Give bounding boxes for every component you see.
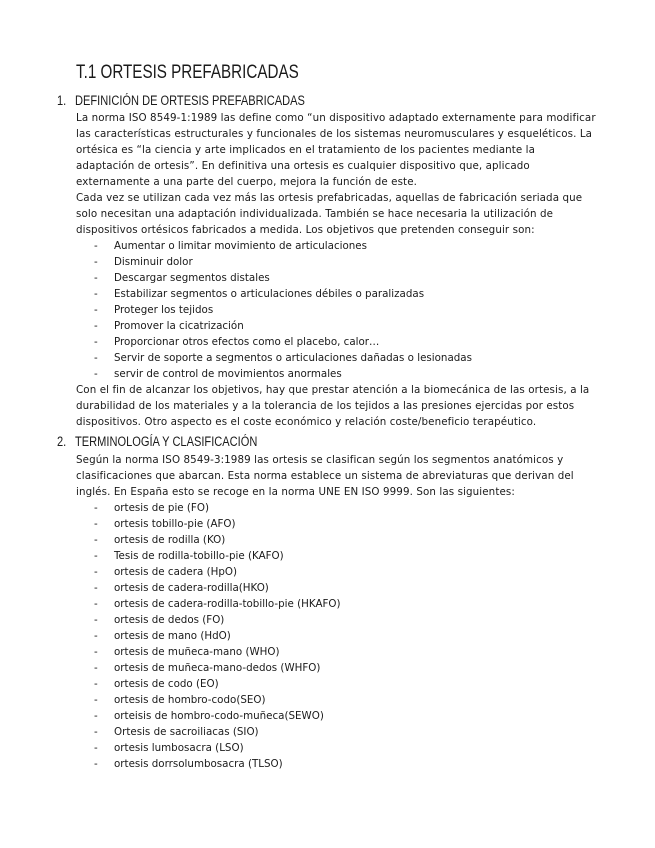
page-title: T.1 ORTESIS PREFABRICADAS (76, 62, 299, 83)
text-line: Con el fin de alcanzar los objetivos, hay que prestar atención a la biomecánica de las ortesis, a la (76, 384, 590, 396)
text-line: Cada vez se utilizan cada vez más las ortesis prefabricadas, aquellas de fabricación seriada que (76, 192, 583, 204)
list-item-text: Estabilizar segmentos o articulaciones débiles o paralizadas (114, 288, 425, 300)
list-item (94, 302, 213, 318)
list-item-text: ortesis de dedos (FO) (114, 614, 225, 626)
section-title: TERMINOLOGÍA Y CLASIFICACIÓN (75, 434, 258, 449)
list-item (94, 238, 367, 254)
list-item (94, 516, 236, 532)
text-line: Según la norma ISO 8549-3:1989 las ortesis se clasifican según los segmentos anatómicos y (76, 454, 564, 466)
text-line: La norma ISO 8549-1:1989 las define como “un dispositivo adaptado externamente para modificar (76, 112, 596, 124)
bullet-dash: - (94, 678, 98, 690)
list-item-text: ortesis de pie (FO) (114, 502, 209, 514)
list-item-text: Tesis de rodilla-tobillo-pie (KAFO) (114, 550, 284, 562)
list-item (94, 596, 341, 612)
list-item-text: ortesis de cadera-rodilla(HKO) (114, 582, 269, 594)
section-number: 2. (57, 434, 67, 449)
bullet-dash: - (94, 240, 98, 252)
bullet-dash: - (94, 352, 98, 364)
list-item (94, 254, 193, 270)
bullet-dash: - (94, 646, 98, 658)
list-item (94, 564, 237, 580)
list-item-text: ortesis lumbosacra (LSO) (114, 742, 244, 754)
bullet-dash: - (94, 336, 98, 348)
text-line: clasificaciones que abarcan. Esta norma establece un sistema de abreviaturas que derivan del (76, 470, 574, 482)
bullet-dash: - (94, 694, 98, 706)
bullet-dash: - (94, 304, 98, 316)
list-item-text: ortesis de rodilla (KO) (114, 534, 226, 546)
list-item (94, 500, 209, 516)
list-item-text: Servir de soporte a segmentos o articulaciones dañadas o lesionadas (114, 352, 472, 364)
list-item (94, 676, 219, 692)
bullet-dash: - (94, 726, 98, 738)
bullet-dash: - (94, 582, 98, 594)
list-item-text: ortesis tobillo-pie (AFO) (114, 518, 236, 530)
list-item-text: ortesis de muñeca-mano (WHO) (114, 646, 280, 658)
list-item-text: Promover la cicatrización (114, 320, 244, 332)
list-item-text: ortesis de cadera (HpO) (114, 566, 237, 578)
list-item-text: Proporcionar otros efectos como el placebo, calor… (114, 336, 380, 348)
bullet-dash: - (94, 518, 98, 530)
list-item-text: ortesis de hombro-codo(SEO) (114, 694, 266, 706)
bullet-dash: - (94, 320, 98, 332)
text-line: dispositivos. Otro aspecto es el coste económico y relación coste/beneficio terapéutico. (76, 416, 537, 428)
list-item (94, 612, 224, 628)
bullet-dash: - (94, 710, 98, 722)
list-item (94, 580, 269, 596)
section-title: DEFINICIÓN DE ORTESIS PREFABRICADAS (75, 93, 305, 108)
text-line: solo necesitan una adaptación individualizada. También se hace necesaria la utilización de (76, 208, 554, 220)
bullet-dash: - (94, 614, 98, 626)
list-item (94, 692, 266, 708)
list-item-text: Disminuir dolor (114, 256, 193, 268)
bullet-dash: - (94, 288, 98, 300)
bullet-dash: - (94, 272, 98, 284)
text-line: externamente a una parte del cuerpo, mejora la función de este. (76, 176, 418, 188)
list-item-text: orteisis de hombro-codo-muñeca(SEWO) (114, 710, 324, 722)
bullet-dash: - (94, 758, 98, 770)
section-number: 1. (57, 93, 67, 108)
bullet-dash: - (94, 550, 98, 562)
list-item-text: ortesis de muñeca-mano-dedos (WHFO) (114, 662, 321, 674)
list-item-text: ortesis de mano (HdO) (114, 630, 231, 642)
list-item (94, 318, 244, 334)
text-line: ortésica es “la ciencia y arte implicados en el tratamiento de los pacientes mediante la (76, 144, 536, 156)
bullet-dash: - (94, 502, 98, 514)
list-item-text: servir de control de movimientos anormales (114, 368, 342, 380)
list-item (94, 286, 424, 302)
text-line: inglés. En España esto se recoge en la norma UNE EN ISO 9999. Son las siguientes: (76, 486, 515, 498)
list-item (94, 724, 259, 740)
list-item (94, 548, 284, 564)
list-item-text: Aumentar o limitar movimiento de articulaciones (114, 240, 367, 252)
bullet-dash: - (94, 534, 98, 546)
section-heading-2 (57, 434, 257, 449)
bullet-dash: - (94, 630, 98, 642)
list-item (94, 532, 225, 548)
list-item (94, 708, 324, 724)
bullet-dash: - (94, 368, 98, 380)
text-line: durabilidad de los materiales y a la tolerancia de los tejidos a las presiones ejercidas por estos (76, 400, 575, 412)
bullet-dash: - (94, 662, 98, 674)
list-item-text: Proteger los tejidos (114, 304, 214, 316)
list-item (94, 644, 280, 660)
section-heading-1 (57, 93, 305, 108)
list-item (94, 366, 342, 382)
list-item (94, 334, 379, 350)
list-item (94, 740, 244, 756)
bullet-dash: - (94, 598, 98, 610)
list-item-text: ortesis de cadera-rodilla-tobillo-pie (HKAFO) (114, 598, 341, 610)
list-item (94, 350, 472, 366)
list-item-text: Descargar segmentos distales (114, 272, 270, 284)
list-item (94, 628, 231, 644)
list-item (94, 660, 320, 676)
text-line: adaptación de ortesis”. En definitiva una ortesis es cualquier dispositivo que, aplicado (76, 160, 530, 172)
list-item (94, 756, 283, 772)
list-item (94, 270, 270, 286)
bullet-dash: - (94, 742, 98, 754)
text-line: dispositivos ortésicos fabricados a medida. Los objetivos que pretenden conseguir son: (76, 224, 535, 236)
bullet-dash: - (94, 566, 98, 578)
list-item-text: Ortesis de sacroiliacas (SIO) (114, 726, 259, 738)
bullet-dash: - (94, 256, 98, 268)
text-line: las características estructurales y funcionales de los sistemas neuromusculares y esqueléticos. La (76, 128, 593, 140)
list-item-text: ortesis dorrsolumbosacra (TLSO) (114, 758, 283, 770)
list-item-text: ortesis de codo (EO) (114, 678, 219, 690)
